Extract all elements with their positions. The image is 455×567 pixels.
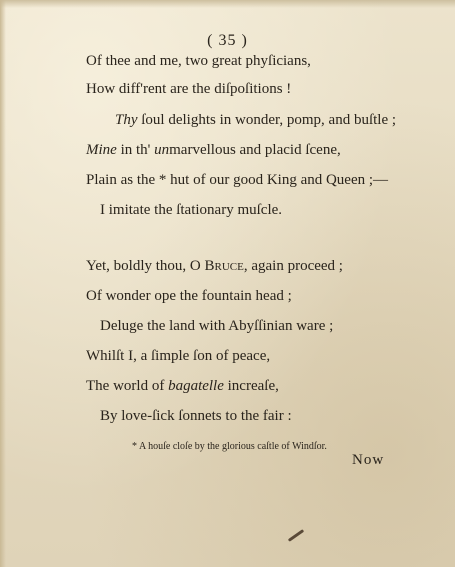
verse-text: Whilſt I, a ſimple ſon of peace,	[86, 348, 271, 364]
italic-text: un	[154, 142, 170, 158]
verse-line	[86, 287, 292, 305]
verse-line	[115, 111, 396, 129]
verse-text: By love-ſick ſonnets to the fair :	[100, 408, 292, 424]
catchword: Now	[352, 452, 385, 468]
verse-text: The world of	[86, 378, 169, 394]
verse-text: increaſe,	[223, 378, 279, 394]
verse-text: Of wonder ope the fountain head ;	[86, 288, 292, 304]
verse-text: ſoul delights in wonder, pomp, and buſtle ;	[137, 112, 397, 128]
verse-text: Deluge the land with Abyſſinian ware ;	[100, 318, 334, 334]
verse-text: Plain as the * hut of our good King and Queen ;—	[86, 172, 389, 188]
verse-text: How diff'rent are the diſpoſitions !	[86, 81, 292, 97]
verse-text: Of thee and me, two great phyſicians,	[86, 53, 311, 69]
verse-text: marvellous and placid ſcene,	[169, 142, 341, 158]
italic-text: bagatelle	[168, 378, 224, 394]
page-gutter-shadow	[0, 0, 6, 567]
page-number: ( 35 )	[207, 32, 248, 49]
verse-line	[100, 201, 282, 219]
verse-line	[100, 407, 292, 425]
ink-mark	[288, 529, 304, 542]
italic-text: Thy	[115, 112, 138, 128]
verse-line	[86, 80, 291, 98]
verse-line	[86, 141, 341, 159]
verse-text: in th'	[116, 142, 155, 158]
verse-line	[86, 171, 388, 189]
verse-text: , again proceed ;	[243, 258, 343, 274]
verse-text: Yet, boldly thou, O	[86, 258, 205, 274]
verse-text: I imitate the ſtationary muſcle.	[100, 202, 283, 218]
verse-line	[100, 317, 333, 335]
italic-text: Mine	[86, 142, 117, 158]
verse-line	[86, 52, 311, 70]
footnote: * A houſe cloſe by the glorious caſtle of Windſor.	[132, 441, 327, 452]
verse-line	[86, 257, 343, 275]
small-caps-text: Bruce	[204, 258, 244, 274]
verse-line	[86, 347, 270, 365]
page-edge-shadow	[0, 0, 455, 8]
verse-line	[86, 377, 279, 395]
